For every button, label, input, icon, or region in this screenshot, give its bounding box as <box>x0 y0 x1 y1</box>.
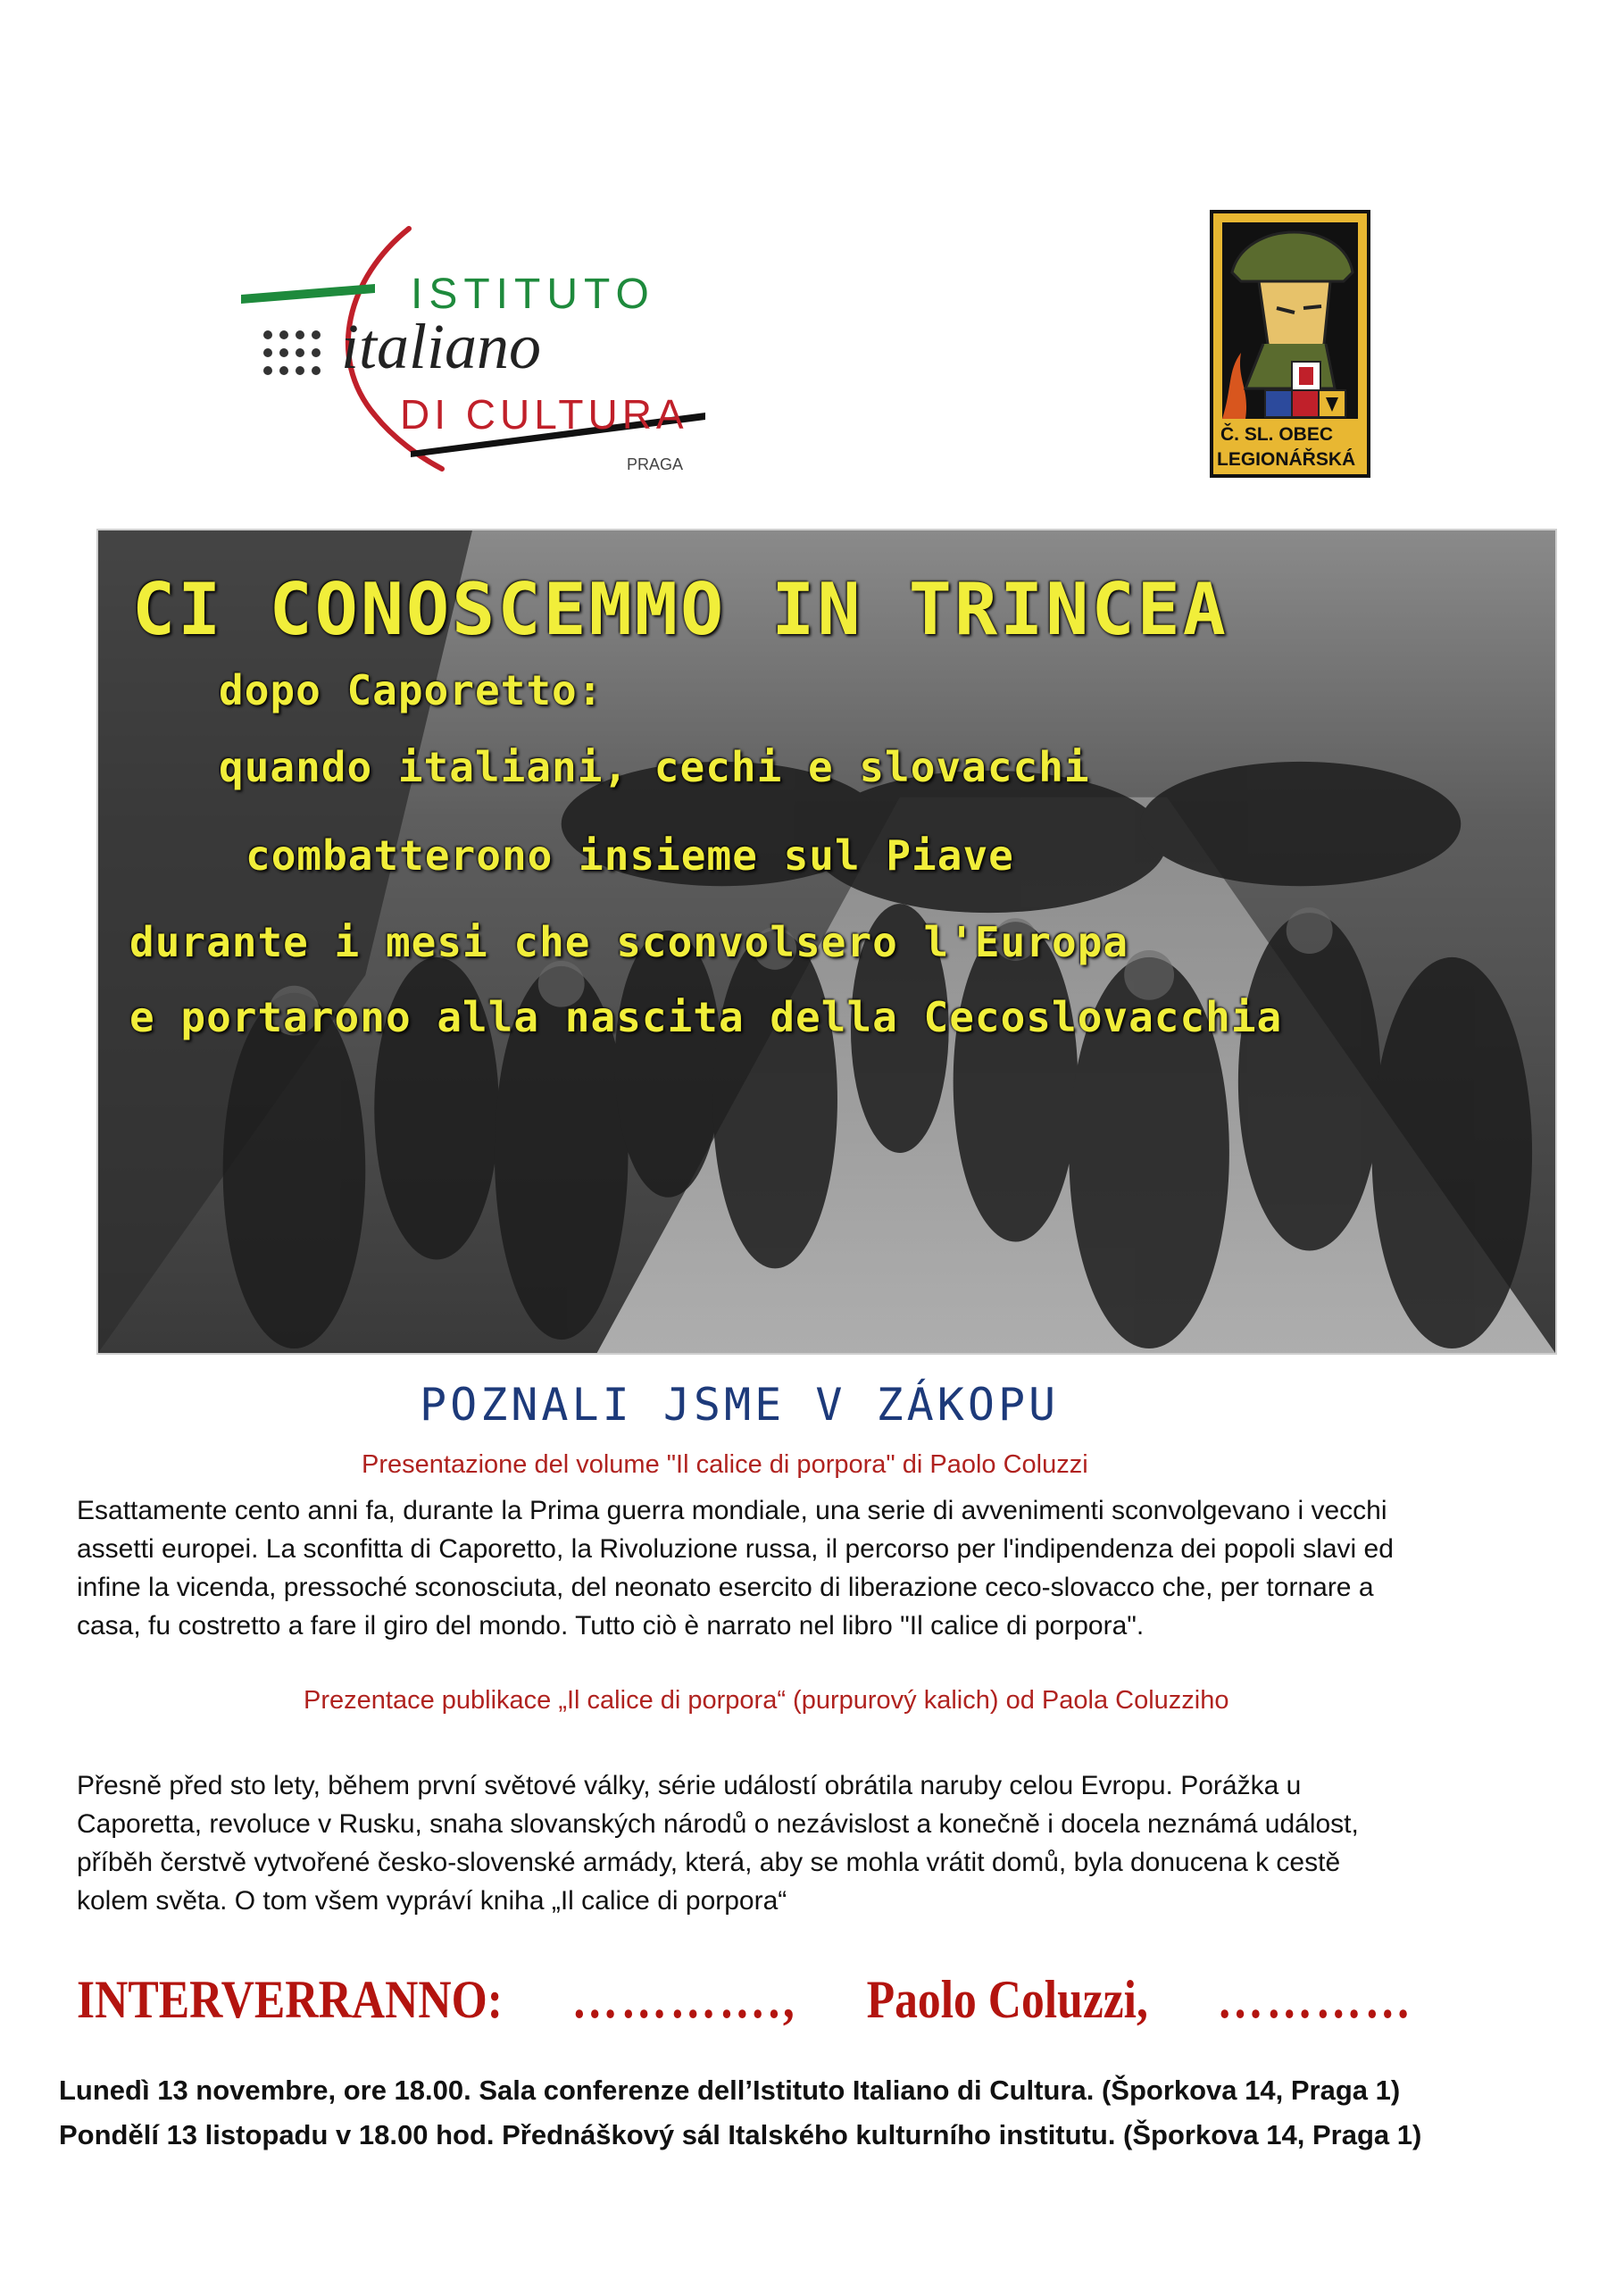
iic-logo-graphic <box>241 223 723 482</box>
czech-line-4: kolem světa. O tom všem vypráví kniha „Il calice di porpora“ <box>77 1886 787 1916</box>
event-info-czech: Pondělí 13 listopadu v 18.00 hod. Přednáškový sál Italského kulturního institutu. (Šporkova 14, Praga 1) <box>59 2119 1422 2150</box>
legion-line1: Č. SL. OBEC <box>1220 424 1334 445</box>
legion-logo <box>1210 210 1370 478</box>
czech-line-3: příběh čerstvě vytvořené česko-slovenské armády, která, aby se mohla vrátit domů, byla donucena k cestě <box>77 1848 1341 1877</box>
iic-line3: DI CULTURA <box>400 391 688 438</box>
banner-line-3: combatterono insieme sul Piave <box>246 831 1014 880</box>
iic-logo <box>241 223 723 482</box>
photo-banner <box>96 529 1557 1355</box>
italian-paragraph <box>77 1491 1394 1645</box>
banner-title: CI CONOSCEMMO IN TRINCEA <box>132 568 1228 651</box>
czech-paragraph <box>77 1766 1359 1920</box>
iic-city: PRAGA <box>627 455 684 473</box>
italian-line-1: Esattamente cento anni fa, durante la Prima guerra mondiale, una serie di avvenimenti sconvolgevano i vecchi <box>77 1496 1387 1525</box>
iic-line1: ISTITUTO <box>411 271 655 318</box>
speaker-placeholder-2: ………… <box>1217 1970 1414 2029</box>
italian-line-4: casa, fu costretto a fare il giro del mondo. Tutto ciò è narrato nel libro "Il calice di porpora". <box>77 1611 1145 1641</box>
czech-title: POZNALI JSME V ZÁKOPU <box>420 1379 1060 1431</box>
banner-line-2: quando italiani, cechi e slovacchi <box>219 743 1090 791</box>
italian-line-2: assetti europei. La sconfitta di Caporetto, la Rivoluzione russa, il percorso per l'indipendenza dei popoli slavi ed <box>77 1534 1394 1564</box>
czech-line-2: Caporetta, revoluce v Rusku, snaha slovanských národů o nezávislost a konečně i docela neznámá událost, <box>77 1809 1359 1839</box>
speakers-line <box>77 1969 1413 2031</box>
event-info-italian: Lunedì 13 novembre, ore 18.00. Sala conferenze dell’Istituto Italiano di Cultura. (Šporkova 14, Praga 1) <box>59 2075 1401 2106</box>
banner-line-4: durante i mesi che sconvolsero l'Europa <box>129 918 1129 966</box>
banner-line-5: e portarono alla nascita della Cecoslovacchia <box>129 993 1283 1041</box>
legion-line2: LEGIONÁŘSKÁ <box>1217 449 1356 470</box>
italian-line-3: infine la vicenda, pressoché sconosciuta, del neonato esercito di liberazione ceco-slovacco che, per tornare a <box>77 1573 1374 1602</box>
legion-emblem <box>1210 210 1370 478</box>
iic-line2: italiano <box>341 311 542 382</box>
speaker-name: Paolo Coluzzi, <box>866 1970 1148 2029</box>
czech-subtitle: Prezentace publikace „Il calice di porpora“ (purpurový kalich) od Paola Coluzziho <box>304 1686 1229 1715</box>
banner-line-1: dopo Caporetto: <box>219 666 604 714</box>
speaker-placeholder-1: …………., <box>571 1970 798 2029</box>
czech-line-1: Přesně před sto lety, během první světové války, série událostí obrátila naruby celou Evropu. Porážka u <box>77 1771 1302 1800</box>
speakers-label: INTERVERRANNO: <box>77 1970 503 2029</box>
italian-subtitle: Presentazione del volume "Il calice di porpora" di Paolo Coluzzi <box>362 1450 1088 1479</box>
